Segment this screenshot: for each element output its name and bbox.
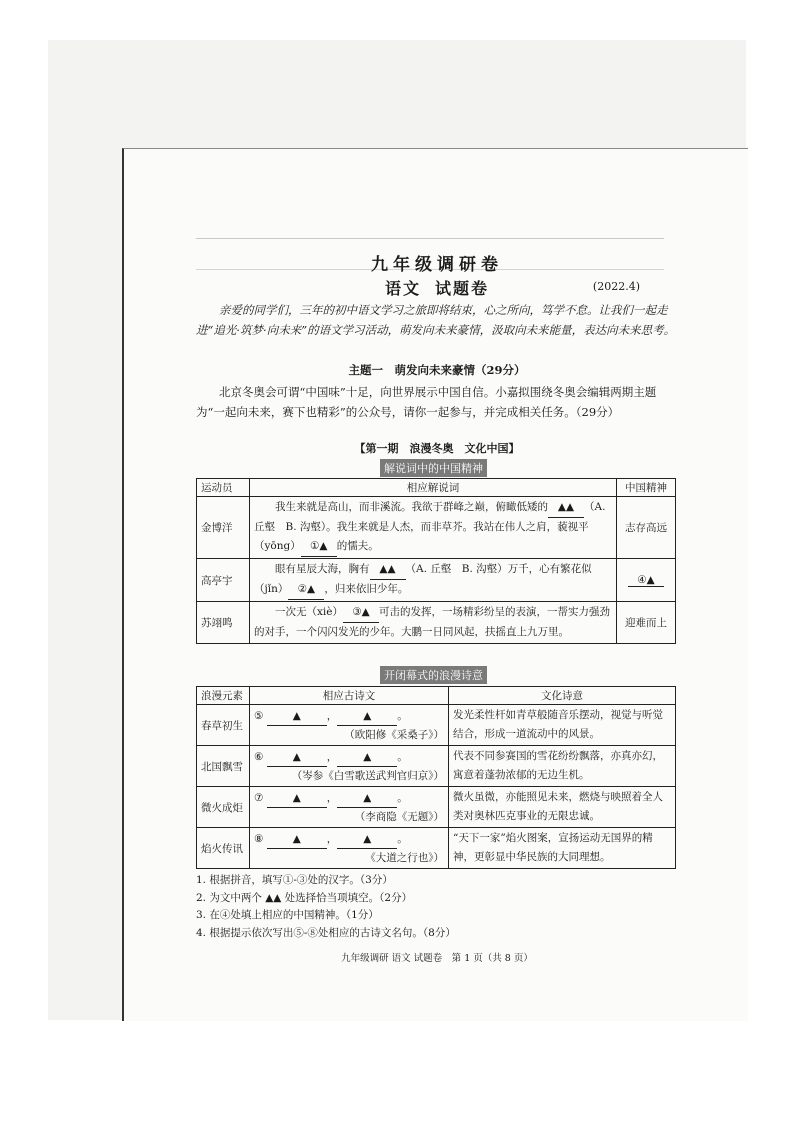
commentary-fragment: （A. 丘壑 B. 沟壑）万千，心有繁花似（jǐn）	[254, 563, 592, 595]
answer-blank[interactable]: ①▲	[301, 537, 337, 557]
question-list	[196, 872, 678, 942]
table-row	[197, 559, 676, 602]
romantic-element: 微火成炬	[197, 787, 250, 828]
spirit-table	[196, 478, 676, 644]
answer-blank[interactable]: ▲	[337, 789, 397, 808]
poem-cell: ⑥ ▲ ， ▲ 。 （岑参《白雪歌送武判官归京》）	[250, 746, 449, 787]
section-banner-poetry: 开闭幕式的浪漫诗意	[380, 666, 487, 684]
commentary-fragment: ，归来依旧少年。	[324, 583, 409, 595]
commentary-fragment: 可击的发挥，一场精彩纷呈的表演，一帮实力强劲的对手，一个闪闪发光的少年。大鹏一日同风起，扶摇直上九万里。	[254, 606, 610, 638]
table-header: 中国精神	[617, 479, 676, 497]
poem-cell: ⑧ ▲ ， ▲ 。 《大道之行也》）	[250, 828, 449, 869]
spirit-value: 迎难而上	[617, 602, 676, 644]
poem-source: （李商隐《无题》）	[354, 810, 444, 823]
table-header-row	[197, 687, 676, 705]
answer-blank[interactable]: ▲	[267, 830, 327, 849]
romantic-element: 北国飘雪	[197, 746, 250, 787]
answer-blank[interactable]: ③▲	[343, 603, 379, 623]
answer-blank[interactable]: ▲	[267, 748, 327, 767]
question-item: 4. 根据提示依次写出⑤-⑧处相应的古诗文名句。（8分）	[196, 926, 456, 939]
question-item: 2. 为文中两个 ▲▲ 处选择恰当项填空。（2分）	[196, 891, 413, 904]
answer-blank[interactable]: ▲	[337, 748, 397, 767]
athlete-name: 高亭宇	[197, 559, 250, 602]
table-row	[197, 787, 676, 828]
culture-note: “天下一家”焰火图案，宣扬运动无国界的精神，更彰显中华民族的大同理想。	[449, 828, 676, 869]
commentary-fragment: 我生来就是高山，而非溪流。我欲于群峰之巅，俯瞰低矮的	[275, 501, 548, 513]
poem-source: （欧阳修《采桑子》）	[344, 728, 444, 741]
answer-blank[interactable]: ▲	[337, 707, 397, 726]
answer-blank[interactable]: ④▲	[628, 574, 664, 587]
table-header: 文化诗意	[449, 687, 676, 705]
athlete-name: 金博洋	[197, 497, 250, 559]
poem-source: 《大道之行也》）	[365, 851, 444, 864]
table-header: 运动员	[197, 479, 250, 497]
commentary-text	[250, 559, 617, 602]
section-banner-spirit: 解说词中的中国精神	[380, 459, 487, 477]
answer-blank[interactable]: ▲▲	[370, 560, 406, 580]
page-title: 九年级调研卷	[371, 255, 503, 275]
issue-heading: 【第一期 浪漫冬奥 文化中国】	[354, 442, 520, 455]
poem-number: ⑤	[254, 709, 264, 722]
table-row	[197, 497, 676, 559]
table-header: 相应解说词	[250, 479, 617, 497]
romantic-element: 焰火传讯	[197, 828, 250, 869]
theme-paragraph: 北京冬奥会可谓“中国味”十足，向世界展示中国自信。小嘉拟围绕冬奥会编辑两期主题为“一起向未来，赛下也精彩”的公众号，请你一起参与，并完成相关任务。（29分）	[196, 385, 657, 419]
answer-blank[interactable]: ▲	[267, 707, 327, 726]
table-row	[197, 828, 676, 869]
answer-blank[interactable]: ▲	[337, 830, 397, 849]
table-row	[197, 705, 676, 746]
culture-note: 发光柔性杆如青草般随音乐摆动，视觉与听觉结合，形成一道流动中的风景。	[449, 705, 676, 746]
table-header: 相应古诗文	[250, 687, 449, 705]
question-item: 1. 根据拼音，填写①-③处的汉字。（3分）	[196, 874, 393, 886]
question-item: 3. 在④处填上相应的中国精神。（1分）	[196, 909, 379, 921]
exam-date: (2022.4)	[592, 280, 640, 293]
poem-cell: ⑦ ▲ ， ▲ 。 （李商隐《无题》）	[250, 787, 449, 828]
table-row	[197, 746, 676, 787]
answer-blank[interactable]: ②▲	[288, 580, 324, 600]
theme-heading: 主题一 萌发向未来豪情（29分）	[348, 363, 526, 377]
poetry-table	[196, 686, 676, 869]
commentary-text	[250, 602, 617, 644]
poem-number: ⑥	[254, 750, 264, 763]
romantic-element: 春草初生	[197, 705, 250, 746]
answer-blank[interactable]: ▲▲	[548, 498, 584, 518]
spirit-value	[617, 559, 676, 602]
poem-number: ⑦	[254, 791, 264, 804]
culture-note: 代表不同参赛国的雪花纷纷飘落，亦真亦幻，寓意着蓬勃浓郁的无边生机。	[449, 746, 676, 787]
culture-note: 微火虽微，亦能照见未来，燃烧与映照着全人类对奥林匹克事业的无限忠诚。	[449, 787, 676, 828]
intro-paragraph: 亲爱的同学们，三年的初中语文学习之旅即将结束，心之所向，笃学不怠。让我们一起走进“追光·筑梦·向未来”的语文学习活动，萌发向未来豪情，汲取向未来能量，表达向未来思考。	[196, 303, 676, 337]
page-footer: 九年级调研 语文 试题卷 第 1 页（共 8 页）	[341, 953, 533, 964]
spirit-value: 志存高远	[617, 497, 676, 559]
athlete-name: 苏翊鸣	[197, 602, 250, 644]
commentary-fragment: 的懦夫。	[336, 540, 379, 552]
commentary-fragment: 一次无（xiè）	[275, 606, 343, 618]
subtitle-paper: 试题卷	[435, 279, 490, 298]
commentary-text	[250, 497, 617, 559]
poem-source: （岑参《白雪歌送武判官归京》）	[291, 769, 444, 782]
commentary-fragment: 眼有星辰大海，胸有	[275, 563, 370, 575]
answer-blank[interactable]: ▲	[267, 789, 327, 808]
poem-number: ⑧	[254, 832, 264, 845]
poem-cell: ⑤ ▲ ， ▲ 。 （欧阳修《采桑子》）	[250, 705, 449, 746]
table-row	[197, 602, 676, 644]
table-header-row	[197, 479, 676, 497]
table-header: 浪漫元素	[197, 687, 250, 705]
subtitle-subject: 语文	[384, 279, 421, 298]
commentary-fragment: （A. 丘壑 B. 沟壑）。我生来就是人杰，而非草芥。我站在伟人之肩，藐视平（yōng）	[254, 501, 606, 552]
